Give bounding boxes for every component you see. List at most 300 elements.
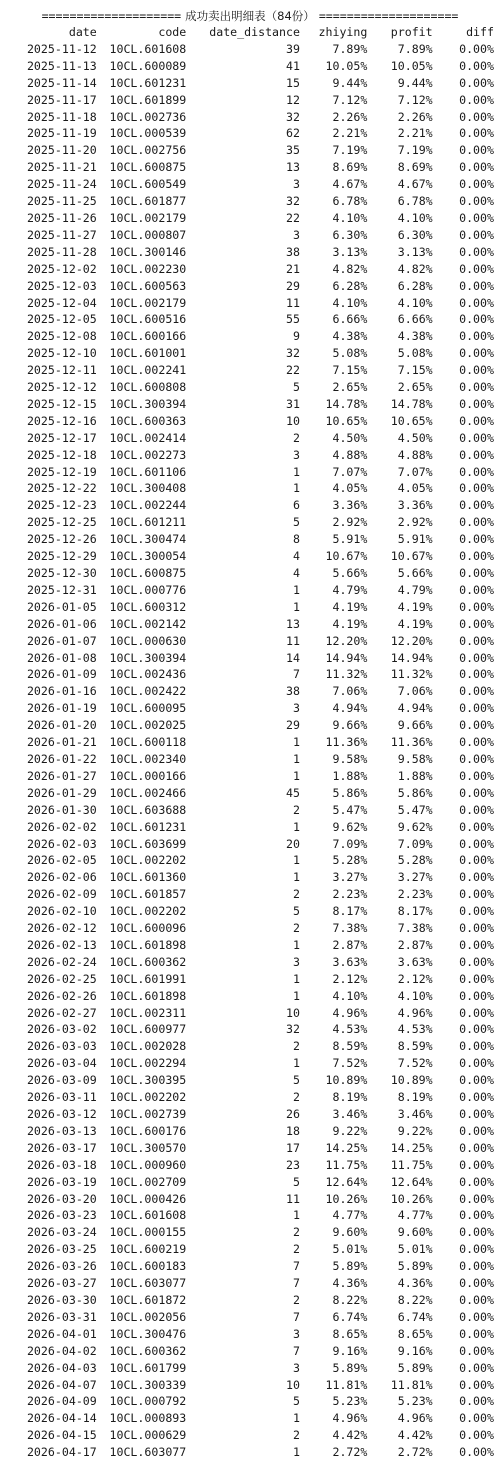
table-row xyxy=(2,345,498,362)
report-title xyxy=(2,8,498,24)
cell-date: 2026-02-13 xyxy=(26,937,97,952)
cell-date-distance: 6 xyxy=(293,498,300,513)
cell-diff: 0.00% xyxy=(459,684,494,699)
cell-profit: 14.94% xyxy=(390,650,433,665)
cell-profit: 3.27% xyxy=(397,870,433,885)
cell-profit: 4.38% xyxy=(397,329,433,344)
cell-date-distance: 26 xyxy=(286,1107,300,1121)
cell-diff: 0.00% xyxy=(459,1039,494,1054)
cell-code: 10CL.000960 xyxy=(109,1157,187,1172)
table-row xyxy=(2,1157,498,1174)
cell-date: 2026-04-01 xyxy=(26,1326,97,1341)
cell-date: 2025-12-03 xyxy=(26,278,97,293)
cell-profit: 4.82% xyxy=(397,261,433,276)
cell-zhiying: 10.89% xyxy=(325,1073,368,1088)
cell-code: 10CL.300476 xyxy=(109,1326,187,1341)
cell-diff: 0.00% xyxy=(459,633,494,648)
cell-zhiying: 2.26% xyxy=(332,109,368,124)
cell-code: 10CL.002179 xyxy=(109,295,187,310)
cell-diff: 0.00% xyxy=(459,194,494,209)
cell-diff: 0.00% xyxy=(459,1157,494,1172)
table-row xyxy=(2,210,498,227)
cell-date: 2025-11-12 xyxy=(26,41,97,56)
table-row xyxy=(2,311,498,328)
cell-profit: 12.20% xyxy=(390,633,433,648)
cell-zhiying: 8.65% xyxy=(332,1326,368,1341)
cell-date-distance: 3 xyxy=(293,701,300,716)
cell-diff: 0.00% xyxy=(459,1107,494,1121)
cell-diff: 0.00% xyxy=(459,363,494,378)
table-row xyxy=(2,1140,498,1157)
cell-zhiying: 3.13% xyxy=(332,244,368,259)
cell-code: 10CL.002202 xyxy=(109,853,187,868)
cell-profit: 6.74% xyxy=(397,1309,433,1324)
cell-zhiying: 10.26% xyxy=(325,1191,368,1206)
cell-date-distance: 3 xyxy=(293,1326,300,1341)
table-row xyxy=(2,159,498,176)
table-row xyxy=(2,447,498,464)
cell-profit: 7.38% xyxy=(397,921,433,936)
cell-zhiying: 6.28% xyxy=(332,278,368,293)
cell-zhiying: 7.06% xyxy=(332,684,368,699)
cell-zhiying: 4.96% xyxy=(332,1005,368,1020)
cell-code: 10CL.002756 xyxy=(109,143,187,158)
cell-zhiying: 4.10% xyxy=(332,210,368,225)
cell-date: 2026-03-23 xyxy=(26,1208,97,1223)
table-row xyxy=(2,1207,498,1224)
cell-zhiying: 4.82% xyxy=(332,261,368,276)
cell-diff: 0.00% xyxy=(459,937,494,952)
header-date-distance: date_distance xyxy=(209,25,300,39)
cell-date: 2025-12-19 xyxy=(26,464,97,479)
cell-zhiying: 9.44% xyxy=(332,75,368,90)
header-zhiying: zhiying xyxy=(318,25,368,39)
cell-date-distance: 45 xyxy=(286,785,300,800)
cell-code: 10CL.002736 xyxy=(109,109,187,124)
cell-date-distance: 23 xyxy=(286,1157,300,1172)
cell-date: 2026-01-08 xyxy=(26,650,97,665)
cell-profit: 4.19% xyxy=(397,616,433,631)
cell-code: 10CL.600219 xyxy=(109,1242,187,1257)
table-row xyxy=(2,261,498,278)
cell-date: 2026-03-09 xyxy=(26,1073,97,1088)
cell-diff: 0.00% xyxy=(459,1242,494,1257)
cell-date-distance: 1 xyxy=(293,819,300,834)
cell-profit: 10.67% xyxy=(390,549,433,564)
cell-date-distance: 3 xyxy=(293,1360,300,1375)
cell-date-distance: 20 xyxy=(286,836,300,851)
cell-date-distance: 31 xyxy=(286,396,300,411)
cell-date-distance: 13 xyxy=(286,616,300,631)
cell-date: 2025-11-24 xyxy=(26,177,97,192)
cell-diff: 0.00% xyxy=(459,701,494,716)
cell-profit: 11.32% xyxy=(390,667,433,682)
cell-diff: 0.00% xyxy=(459,1445,494,1460)
cell-zhiying: 2.23% xyxy=(332,887,368,902)
cell-zhiying: 5.28% xyxy=(332,853,368,868)
cell-profit: 6.78% xyxy=(397,194,433,209)
cell-diff: 0.00% xyxy=(459,430,494,445)
cell-date-distance: 2 xyxy=(293,921,300,936)
cell-profit: 10.26% xyxy=(390,1191,433,1206)
cell-date: 2026-04-15 xyxy=(26,1428,97,1443)
cell-profit: 9.44% xyxy=(397,75,433,90)
cell-diff: 0.00% xyxy=(459,41,494,56)
cell-date: 2025-12-30 xyxy=(26,566,97,580)
table-row xyxy=(2,480,498,497)
cell-date: 2026-03-19 xyxy=(26,1174,97,1189)
cell-date-distance: 15 xyxy=(286,75,300,90)
cell-date-distance: 17 xyxy=(286,1140,300,1155)
cell-date: 2026-01-09 xyxy=(26,667,97,682)
cell-code: 10CL.300339 xyxy=(109,1377,187,1392)
cell-diff: 0.00% xyxy=(459,1005,494,1020)
cell-diff: 0.00% xyxy=(459,582,494,597)
cell-zhiying: 4.53% xyxy=(332,1022,368,1037)
cell-diff: 0.00% xyxy=(459,1276,494,1291)
cell-diff: 0.00% xyxy=(459,244,494,259)
cell-date-distance: 7 xyxy=(293,1259,300,1274)
cell-code: 10CL.601608 xyxy=(109,1208,187,1223)
cell-profit: 4.50% xyxy=(397,430,433,445)
cell-zhiying: 7.12% xyxy=(332,92,368,107)
table-row xyxy=(2,1410,498,1427)
cell-zhiying: 11.81% xyxy=(325,1377,368,1392)
table-row xyxy=(2,362,498,379)
table-row xyxy=(2,227,498,244)
cell-code: 10CL.603077 xyxy=(109,1445,187,1460)
title-text: 成功卖出明细表（84份） xyxy=(185,9,315,23)
cell-date: 2025-11-21 xyxy=(26,160,97,175)
cell-profit: 4.88% xyxy=(397,447,433,462)
cell-date: 2026-02-03 xyxy=(26,836,97,851)
cell-date: 2025-11-13 xyxy=(26,58,97,73)
table-row xyxy=(2,785,498,802)
cell-zhiying: 11.36% xyxy=(325,735,368,750)
cell-code: 10CL.002466 xyxy=(109,785,187,800)
cell-date: 2025-11-19 xyxy=(26,126,97,141)
cell-diff: 0.00% xyxy=(459,768,494,783)
cell-profit: 5.91% xyxy=(397,532,433,547)
cell-zhiying: 7.38% xyxy=(332,921,368,936)
cell-code: 10CL.002056 xyxy=(109,1309,187,1324)
cell-date: 2026-01-19 xyxy=(26,701,97,716)
table-row xyxy=(2,396,498,413)
cell-code: 10CL.601231 xyxy=(109,819,187,834)
cell-zhiying: 3.27% xyxy=(332,870,368,885)
cell-code: 10CL.600166 xyxy=(109,329,187,344)
cell-diff: 0.00% xyxy=(459,329,494,344)
cell-code: 10CL.002230 xyxy=(109,261,187,276)
cell-code: 10CL.601360 xyxy=(109,870,187,885)
cell-code: 10CL.002709 xyxy=(109,1174,187,1189)
cell-date: 2026-02-12 xyxy=(26,921,97,936)
cell-zhiying: 9.58% xyxy=(332,751,368,766)
cell-profit: 2.65% xyxy=(397,380,433,395)
cell-date-distance: 38 xyxy=(286,684,300,699)
cell-code: 10CL.000155 xyxy=(109,1225,187,1240)
cell-profit: 5.08% xyxy=(397,346,433,361)
cell-date-distance: 1 xyxy=(293,870,300,885)
cell-code: 10CL.603077 xyxy=(109,1276,187,1291)
cell-zhiying: 4.10% xyxy=(332,988,368,1003)
cell-profit: 6.30% xyxy=(397,227,433,242)
cell-date: 2025-11-25 xyxy=(26,194,97,209)
cell-date: 2026-02-05 xyxy=(26,853,97,868)
cell-diff: 0.00% xyxy=(459,278,494,293)
cell-diff: 0.00% xyxy=(459,261,494,276)
cell-date-distance: 13 xyxy=(286,160,300,175)
cell-date-distance: 62 xyxy=(286,126,300,141)
cell-zhiying: 4.42% xyxy=(332,1428,368,1443)
cell-date: 2026-01-16 xyxy=(26,684,97,699)
cell-code: 10CL.300395 xyxy=(109,1073,187,1088)
cell-date-distance: 14 xyxy=(286,650,300,665)
cell-profit: 8.17% xyxy=(397,904,433,919)
cell-diff: 0.00% xyxy=(459,921,494,936)
cell-date-distance: 2 xyxy=(293,1242,300,1257)
table-row xyxy=(2,1377,498,1394)
table-row xyxy=(2,599,498,616)
cell-date-distance: 3 xyxy=(293,177,300,192)
cell-date: 2025-12-18 xyxy=(26,447,97,462)
table-row xyxy=(2,903,498,920)
cell-code: 10CL.002179 xyxy=(109,210,187,225)
cell-date-distance: 29 xyxy=(286,718,300,733)
cell-zhiying: 3.36% xyxy=(332,498,368,513)
cell-date-distance: 1 xyxy=(293,1208,300,1223)
table-row xyxy=(2,379,498,396)
cell-date-distance: 22 xyxy=(286,363,300,378)
cell-profit: 10.05% xyxy=(390,58,433,73)
cell-diff: 0.00% xyxy=(459,667,494,682)
cell-profit: 5.23% xyxy=(397,1394,433,1409)
table-row xyxy=(2,531,498,548)
table-row xyxy=(2,1275,498,1292)
table-row xyxy=(2,514,498,531)
cell-zhiying: 11.32% xyxy=(325,667,368,682)
cell-zhiying: 9.16% xyxy=(332,1343,368,1358)
cell-date: 2025-11-17 xyxy=(26,92,97,107)
cell-profit: 7.19% xyxy=(397,143,433,158)
cell-date-distance: 5 xyxy=(293,380,300,395)
table-row xyxy=(2,1309,498,1326)
cell-date: 2025-11-26 xyxy=(26,210,97,225)
cell-date-distance: 2 xyxy=(293,1292,300,1307)
cell-zhiying: 4.05% xyxy=(332,481,368,496)
table-row xyxy=(2,92,498,109)
table-row xyxy=(2,633,498,650)
cell-diff: 0.00% xyxy=(459,853,494,868)
cell-date: 2026-03-30 xyxy=(26,1292,97,1307)
cell-date: 2026-04-07 xyxy=(26,1377,97,1392)
cell-zhiying: 4.67% xyxy=(332,177,368,192)
cell-diff: 0.00% xyxy=(459,532,494,547)
table-row xyxy=(2,717,498,734)
cell-zhiying: 11.75% xyxy=(325,1157,368,1172)
cell-date-distance: 2 xyxy=(293,802,300,817)
cell-code: 10CL.600176 xyxy=(109,1123,187,1138)
cell-zhiying: 4.77% xyxy=(332,1208,368,1223)
cell-profit: 11.81% xyxy=(390,1377,433,1392)
table-row xyxy=(2,1191,498,1208)
cell-date: 2025-11-18 xyxy=(26,109,97,124)
cell-diff: 0.00% xyxy=(459,887,494,902)
cell-diff: 0.00% xyxy=(459,295,494,310)
cell-code: 10CL.600362 xyxy=(109,954,187,969)
cell-date: 2026-03-02 xyxy=(26,1022,97,1037)
cell-zhiying: 7.07% xyxy=(332,464,368,479)
cell-profit: 7.06% xyxy=(397,684,433,699)
cell-profit: 4.53% xyxy=(397,1022,433,1037)
cell-diff: 0.00% xyxy=(459,498,494,513)
cell-code: 10CL.002436 xyxy=(109,667,187,682)
cell-diff: 0.00% xyxy=(459,836,494,851)
cell-zhiying: 8.59% xyxy=(332,1039,368,1054)
table-row xyxy=(2,886,498,903)
cell-code: 10CL.300394 xyxy=(109,396,187,411)
cell-code: 10CL.601991 xyxy=(109,971,187,986)
cell-code: 10CL.600516 xyxy=(109,312,187,327)
cell-date-distance: 10 xyxy=(286,1005,300,1020)
table-row xyxy=(2,75,498,92)
cell-zhiying: 5.66% xyxy=(332,566,368,580)
cell-diff: 0.00% xyxy=(459,177,494,192)
cell-date: 2026-03-20 xyxy=(26,1191,97,1206)
cell-code: 10CL.601898 xyxy=(109,988,187,1003)
cell-date-distance: 8 xyxy=(293,532,300,547)
cell-zhiying: 3.63% xyxy=(332,954,368,969)
sales-table xyxy=(2,24,498,1461)
cell-diff: 0.00% xyxy=(459,718,494,733)
cell-date-distance: 5 xyxy=(293,1394,300,1409)
cell-date-distance: 2 xyxy=(293,1225,300,1240)
cell-profit: 8.65% xyxy=(397,1326,433,1341)
cell-date-distance: 39 xyxy=(286,41,300,56)
cell-zhiying: 10.05% xyxy=(325,58,368,73)
table-row xyxy=(2,836,498,853)
header-row xyxy=(2,24,498,41)
cell-code: 10CL.000792 xyxy=(109,1394,187,1409)
cell-code: 10CL.601231 xyxy=(109,75,187,90)
cell-date: 2026-04-09 xyxy=(26,1394,97,1409)
cell-code: 10CL.002202 xyxy=(109,1090,187,1105)
cell-date-distance: 5 xyxy=(293,1174,300,1189)
cell-diff: 0.00% xyxy=(459,380,494,395)
cell-zhiying: 6.66% xyxy=(332,312,368,327)
cell-profit: 9.22% xyxy=(397,1123,433,1138)
cell-diff: 0.00% xyxy=(459,971,494,986)
table-row xyxy=(2,1089,498,1106)
cell-diff: 0.00% xyxy=(459,1174,494,1189)
table-row xyxy=(2,768,498,785)
cell-diff: 0.00% xyxy=(459,1394,494,1409)
cell-code: 10CL.002294 xyxy=(109,1056,187,1071)
cell-date-distance: 1 xyxy=(293,768,300,783)
cell-diff: 0.00% xyxy=(459,126,494,141)
cell-date-distance: 3 xyxy=(293,227,300,242)
cell-date: 2026-01-20 xyxy=(26,718,97,733)
cell-diff: 0.00% xyxy=(459,1191,494,1206)
cell-zhiying: 7.15% xyxy=(332,363,368,378)
cell-zhiying: 5.01% xyxy=(332,1242,368,1257)
cell-profit: 6.66% xyxy=(397,312,433,327)
cell-date-distance: 32 xyxy=(286,194,300,209)
cell-date-distance: 2 xyxy=(293,1428,300,1443)
cell-date: 2026-02-27 xyxy=(26,1005,97,1020)
cell-diff: 0.00% xyxy=(459,785,494,800)
cell-code: 10CL.600875 xyxy=(109,566,187,580)
table-row xyxy=(2,1224,498,1241)
cell-code: 10CL.000539 xyxy=(109,126,187,141)
cell-zhiying: 8.19% xyxy=(332,1090,368,1105)
cell-date: 2026-03-17 xyxy=(26,1140,97,1155)
cell-diff: 0.00% xyxy=(459,92,494,107)
table-row xyxy=(2,1444,498,1461)
cell-date-distance: 29 xyxy=(286,278,300,293)
cell-code: 10CL.601872 xyxy=(109,1292,187,1307)
cell-profit: 4.36% xyxy=(397,1276,433,1291)
cell-code: 10CL.300394 xyxy=(109,650,187,665)
cell-profit: 4.19% xyxy=(397,599,433,614)
title-rule-right: ==================== xyxy=(318,9,459,23)
cell-date-distance: 3 xyxy=(293,447,300,462)
cell-date: 2025-11-28 xyxy=(26,244,97,259)
cell-zhiying: 4.96% xyxy=(332,1411,368,1426)
table-row xyxy=(2,650,498,667)
cell-diff: 0.00% xyxy=(459,549,494,564)
cell-profit: 4.05% xyxy=(397,481,433,496)
cell-date-distance: 1 xyxy=(293,1411,300,1426)
cell-profit: 7.52% xyxy=(397,1056,433,1071)
cell-diff: 0.00% xyxy=(459,1056,494,1071)
cell-date-distance: 38 xyxy=(286,244,300,259)
table-row xyxy=(2,176,498,193)
cell-profit: 7.09% xyxy=(397,836,433,851)
table-row xyxy=(2,58,498,75)
cell-zhiying: 5.47% xyxy=(332,802,368,817)
table-row xyxy=(2,819,498,836)
cell-zhiying: 4.10% xyxy=(332,295,368,310)
cell-date: 2026-01-05 xyxy=(26,599,97,614)
cell-date-distance: 1 xyxy=(293,599,300,614)
cell-code: 10CL.002142 xyxy=(109,616,187,631)
cell-diff: 0.00% xyxy=(459,1292,494,1307)
table-row xyxy=(2,937,498,954)
cell-zhiying: 5.23% xyxy=(332,1394,368,1409)
table-row xyxy=(2,109,498,126)
cell-zhiying: 3.46% xyxy=(332,1107,368,1121)
cell-profit: 10.89% xyxy=(390,1073,433,1088)
table-row xyxy=(2,125,498,142)
table-row xyxy=(2,430,498,447)
cell-date: 2026-04-17 xyxy=(26,1445,97,1460)
table-row xyxy=(2,1123,498,1140)
cell-date-distance: 1 xyxy=(293,1056,300,1071)
cell-code: 10CL.601857 xyxy=(109,887,187,902)
cell-date: 2026-02-10 xyxy=(26,904,97,919)
cell-date-distance: 21 xyxy=(286,261,300,276)
cell-zhiying: 9.62% xyxy=(332,819,368,834)
cell-profit: 4.10% xyxy=(397,988,433,1003)
table-row xyxy=(2,295,498,312)
cell-date: 2026-03-11 xyxy=(26,1090,97,1105)
cell-zhiying: 4.88% xyxy=(332,447,368,462)
table-row xyxy=(2,1258,498,1275)
cell-zhiying: 10.65% xyxy=(325,413,368,428)
cell-profit: 3.13% xyxy=(397,244,433,259)
cell-date-distance: 4 xyxy=(293,549,300,564)
